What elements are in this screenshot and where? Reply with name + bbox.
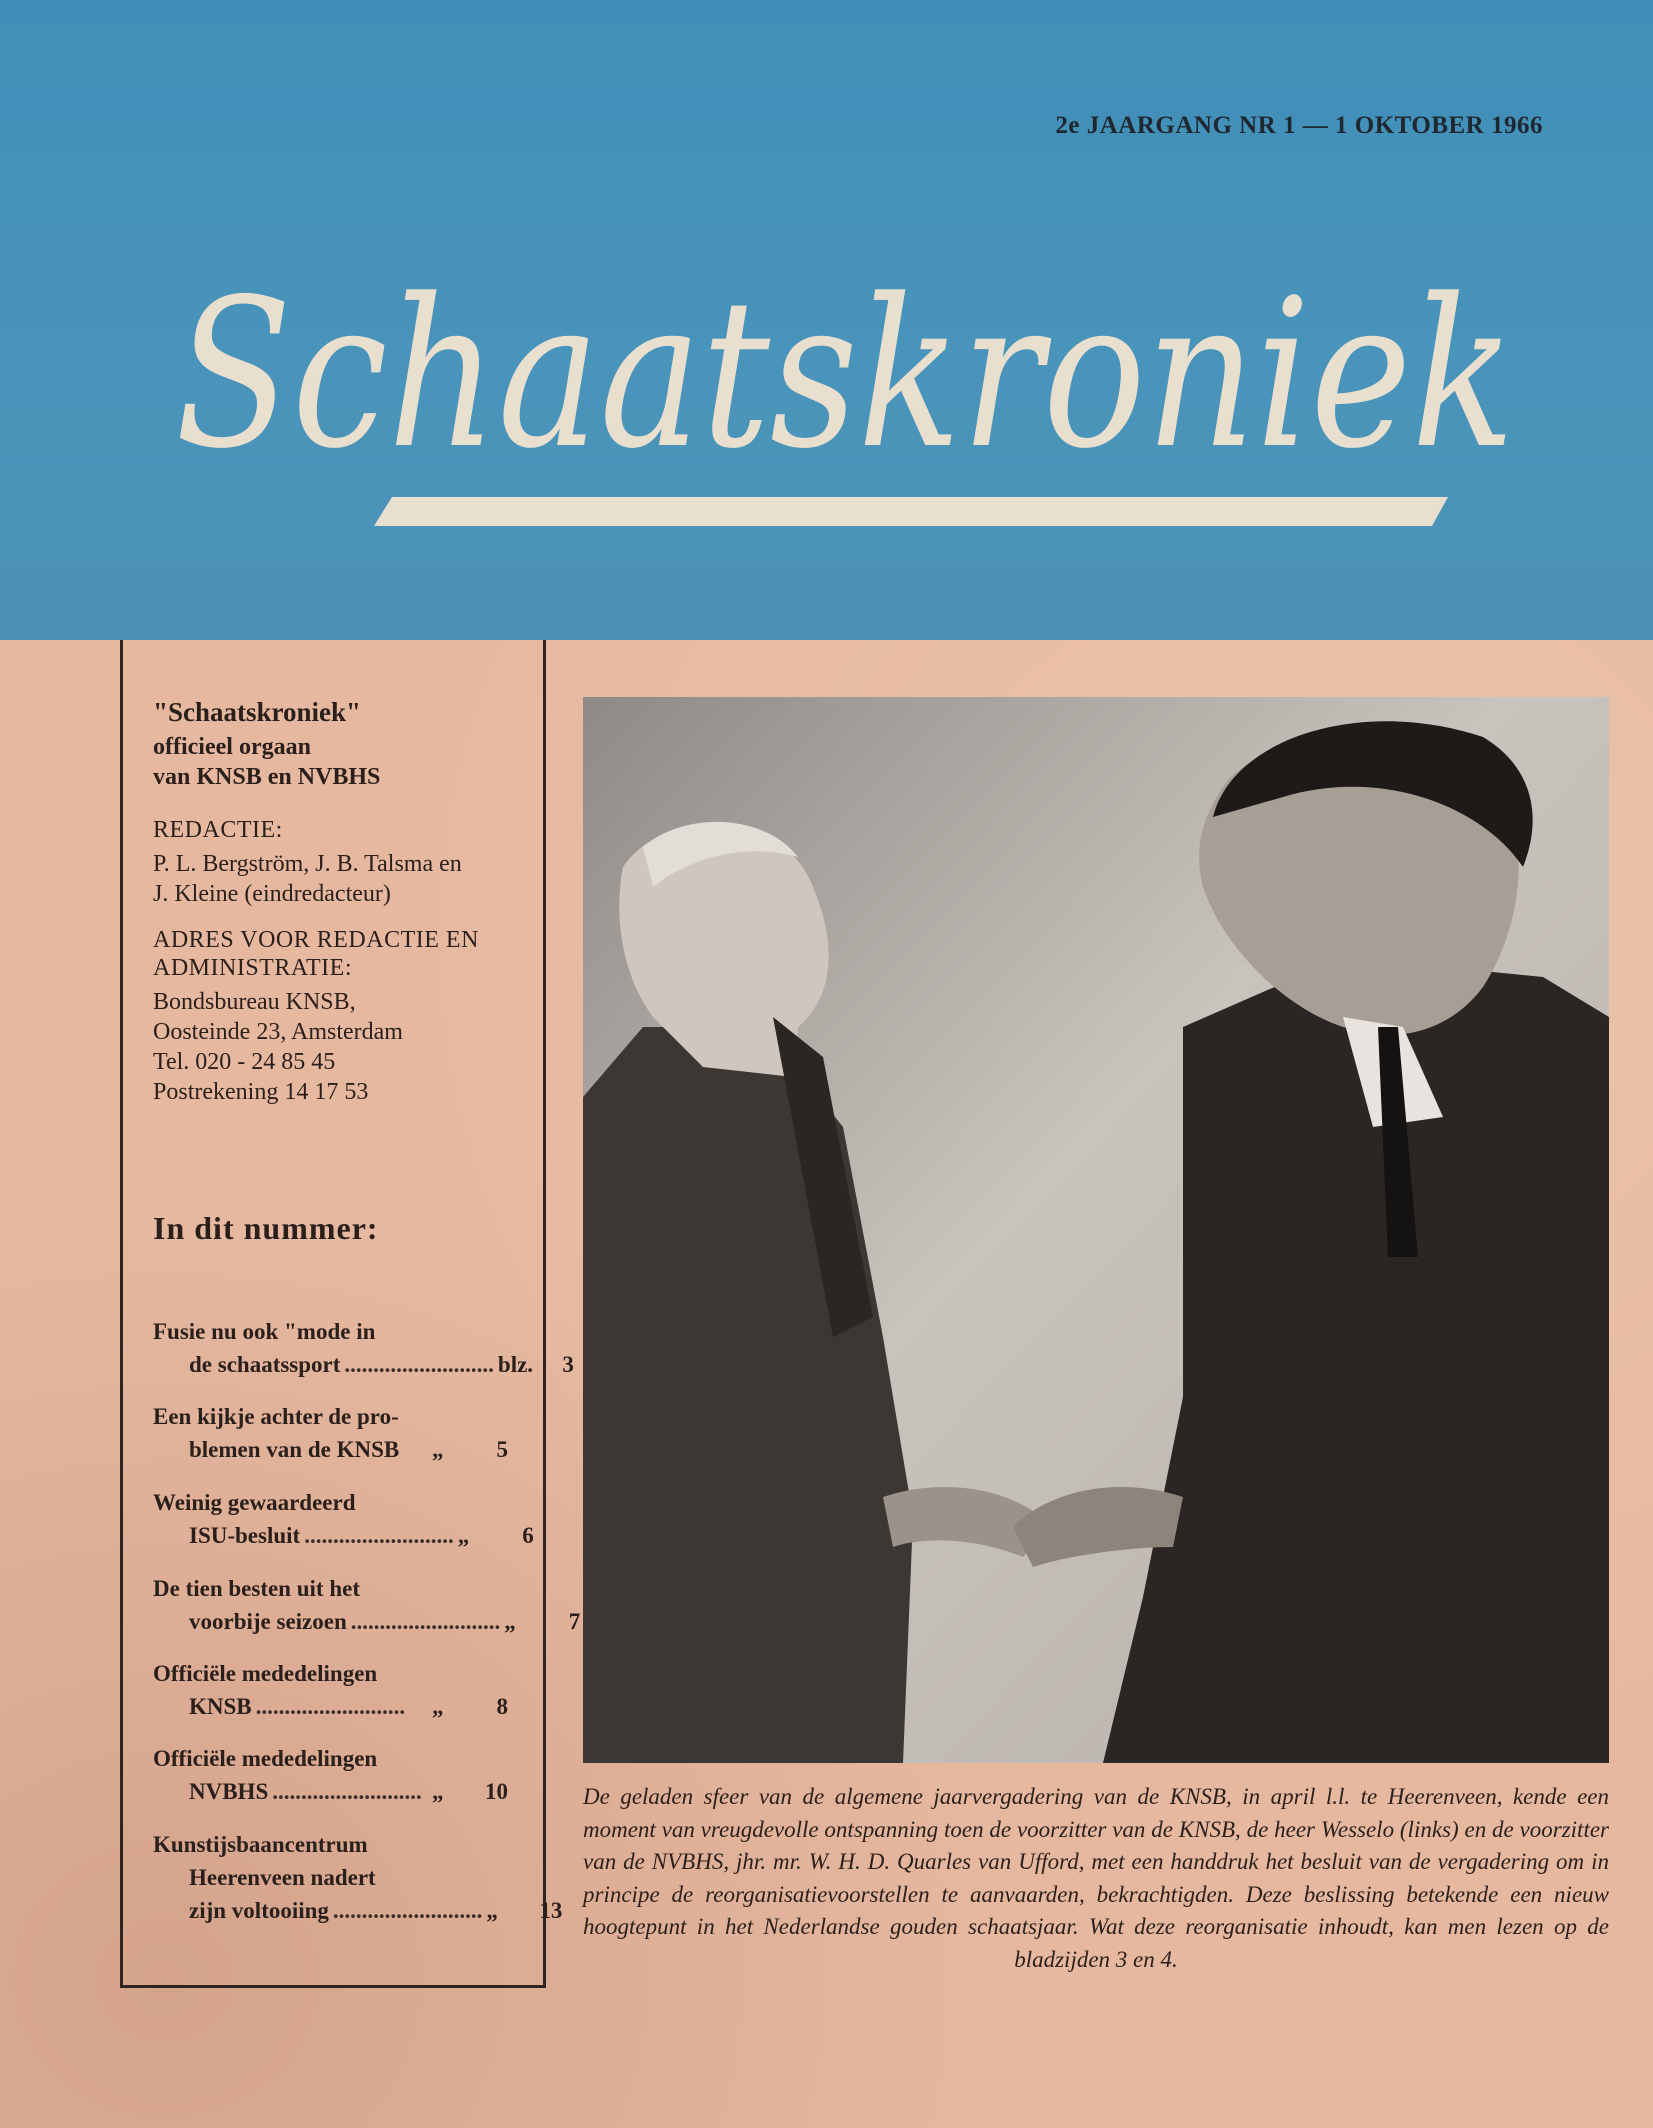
issue-line: 2e JAARGANG NR 1 — 1 OKTOBER 1966 <box>1055 112 1543 139</box>
toc-item-title: Kunstijsbaancentrum <box>153 1832 368 1857</box>
leader-dots: .......................... <box>304 1523 454 1548</box>
leader-dots: .......................... <box>272 1779 422 1804</box>
toc-page-number: 13 <box>539 1898 563 1923</box>
toc-page-number: 7 <box>568 1609 581 1634</box>
handshake-photo <box>583 697 1609 1763</box>
toc-page-number: 6 <box>522 1523 534 1548</box>
toc-item-title-2: Heerenveen nadert <box>189 1865 376 1890</box>
colophon-sidebar <box>120 640 581 1988</box>
toc-page-ref: „ <box>432 1694 444 1719</box>
toc-item-subtitle: voorbije seizoen <box>189 1609 347 1634</box>
toc-page-ref: „ <box>432 1779 444 1804</box>
address-line-1: Bondsbureau KNSB, <box>153 989 356 1015</box>
toc-item-subtitle: ISU-besluit <box>189 1523 301 1548</box>
giro-line: Postrekening 14 17 53 <box>153 1079 369 1105</box>
address-line-2: Oosteinde 23, Amsterdam <box>153 1019 403 1045</box>
toc-item <box>153 1657 508 1723</box>
toc-page-ref: „ <box>457 1523 470 1548</box>
address-label-line-2: ADMINISTRATIE: <box>153 955 352 981</box>
toc-item <box>153 1400 508 1466</box>
cover-photo <box>583 697 1609 1763</box>
leader-dots: .......................... <box>350 1609 501 1634</box>
toc-item-title: Officiële mededelingen <box>153 1746 378 1771</box>
leader-dots: .......................... <box>255 1694 406 1719</box>
address-label-line-1: ADRES VOOR REDACTIE EN <box>153 927 479 953</box>
toc-item-subtitle: zijn voltooiing <box>189 1898 329 1923</box>
toc-item <box>153 1486 534 1552</box>
toc-item-title: Officiële mededelingen <box>153 1661 378 1686</box>
toc-page-number: 10 <box>485 1779 508 1804</box>
toc-item-title: Weinig gewaardeerd <box>153 1490 356 1515</box>
editorial-label: REDACTIE: <box>153 817 283 843</box>
editors-line-1: P. L. Bergström, J. B. Talsma en <box>153 851 462 877</box>
toc-page-number: 3 <box>562 1352 574 1377</box>
toc-item-title: Fusie nu ook "mode in <box>153 1319 376 1344</box>
toc-item <box>153 1572 581 1638</box>
leader-dots: .......................... <box>332 1898 483 1923</box>
subtitle-line-1: officieel orgaan <box>153 734 311 760</box>
leader-dots: .......................... <box>344 1352 494 1377</box>
toc-item-title: Een kijkje achter de pro- <box>153 1404 399 1429</box>
title-underline-bar <box>374 497 1448 526</box>
toc-item-subtitle: de schaatssport <box>189 1352 341 1377</box>
toc-page-ref: blz. <box>497 1352 534 1377</box>
toc-item-subtitle: NVBHS <box>189 1779 269 1804</box>
photo-caption: De geladen sfeer van de algemene jaarvergadering van de KNSB, in april l.l. te Heerenveen, kende een moment van vreugdevolle ontspanning toen de voorzitter van de KNSB, de heer Wesselo (links) en de voorzitter van de NVBHS, jhr. mr. W. H. D. Quarles van Ufford, met een handdruk het besluit van de vergadering om in principe de reorganisatievoorstellen te aanvaarden, bekrachtigden. Deze beslissing betekende een nieuw hoogtepunt in het Nederlandse gouden schaatsjaar. Wat deze reorganisatie inhoudt, kan men lezen op de bladzijden 3 en 4. <box>583 1784 1609 1972</box>
subtitle-line-2: van KNSB en NVBHS <box>153 764 381 790</box>
toc-page-number: 5 <box>496 1437 508 1462</box>
toc-item-subtitle: KNSB <box>189 1694 252 1719</box>
toc-item-title: De tien besten uit het <box>153 1576 360 1601</box>
editors-line-2: J. Kleine (eindredacteur) <box>153 881 391 907</box>
contents-heading: In dit nummer: <box>153 1210 379 1246</box>
masthead <box>0 0 1653 640</box>
publication-name: "Schaatskroniek" <box>153 697 362 727</box>
toc-item <box>153 1828 563 1927</box>
toc-page-number: 8 <box>496 1694 508 1719</box>
leader-dots <box>399 1433 432 1466</box>
toc-page-ref: „ <box>486 1898 498 1923</box>
toc-item <box>153 1315 574 1381</box>
toc-page-ref: „ <box>432 1437 444 1462</box>
magazine-title: Schaatskroniek <box>175 256 1515 494</box>
phone-line: Tel. 020 - 24 85 45 <box>153 1049 336 1075</box>
toc-page-ref: „ <box>504 1609 516 1634</box>
toc-item <box>153 1742 508 1808</box>
toc-item-subtitle: blemen van de KNSB <box>189 1437 400 1462</box>
masthead-title <box>0 0 1653 640</box>
